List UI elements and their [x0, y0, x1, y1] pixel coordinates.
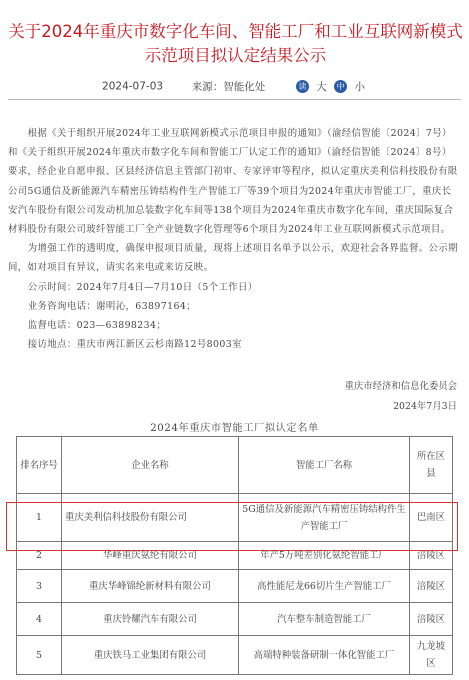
- row-company: 重庆铁马工业集团有限公司: [62, 636, 239, 675]
- table-row: [17, 570, 453, 603]
- row-company: 华峰重庆氨纶有限公司: [62, 542, 239, 570]
- consult-phone: 业务咨询电话：谢明沁，63897164；: [27, 300, 196, 312]
- row-number: 5: [17, 636, 62, 675]
- font-size-small-button[interactable]: 小: [354, 81, 365, 93]
- header-district: 所在区县: [410, 437, 453, 494]
- header-factory: 智能工厂名称: [239, 437, 410, 494]
- row-district: 巴南区: [410, 494, 453, 542]
- table-row: [17, 494, 453, 542]
- row-number: 2: [17, 542, 62, 570]
- source-label: 来源：: [191, 81, 224, 93]
- signature-org: 重庆市经济和信息化委员会: [344, 381, 457, 392]
- row-factory: 年产5万吨差别化氨纶智能工厂: [239, 542, 410, 570]
- table-row: [17, 636, 453, 675]
- header-rank: 排名序号: [17, 437, 62, 494]
- row-factory: 5G通信及新能源汽车精密压铸结构件生产智能工厂: [239, 494, 410, 542]
- row-number: 1: [17, 494, 62, 542]
- factory-list-table: [16, 436, 453, 675]
- body-paragraph-2: 为增强工作的透明度，确保申报项目质量，现将上述项目名单予以公示，欢迎社会各界监督。公示期间，如对项目有异议，请实名来电或来访反映。: [8, 243, 458, 274]
- row-factory: 高性能尼龙66切片生产智能工厂: [239, 570, 410, 603]
- table-row: [17, 603, 453, 636]
- row-factory: 高端特种装备研制一体化智能工厂: [239, 636, 410, 675]
- listen-icon[interactable]: 读: [296, 80, 309, 93]
- font-size-large-button[interactable]: 大: [316, 81, 327, 93]
- table-header-row: [17, 437, 453, 494]
- row-factory: 汽车整车制造智能工厂: [239, 603, 410, 636]
- table-row: [17, 542, 453, 570]
- source-value: 智能化处: [223, 81, 266, 93]
- notice-period: 公示时间：2024年7月4日—7月10日（5个工作日）: [27, 281, 258, 293]
- supervision-phone: 监督电话：023—63898234；: [27, 320, 167, 332]
- row-company: 重庆美利信科技股份有限公司: [62, 494, 239, 542]
- publish-date: 2024-07-03: [102, 80, 164, 93]
- row-company: 重庆铃耀汽车有限公司: [62, 603, 239, 636]
- header-company: 企业名称: [62, 437, 239, 494]
- body-paragraph-1: 根据《关于组织开展2024年工业互联网新模式示范项目申报的通知》（渝经信智能〔2024〕7号）和《关于组织开展2024年重庆市数字化车间和智能工厂认定工作的通知》（渝经信智能〔2024〕8号）要求，经企业自愿申报、区县经济信息主管部门初审、专家评审等程序，拟认定重庆美利信科技股份有限公司5G通信及新能源汽车精密压铸结构件生产智能工厂等39个项目为2024年重庆市智能工厂，重庆长安汽车股份有限公司发动机加总装数字化车间等138个项目为2024年重庆市数字化车间，重庆国际复合材料股份有限公司玻纤智能工厂全产业链数字化管理等6个项目为2024年工业互联网新模式示范项目。: [8, 128, 458, 236]
- row-district: 涪陵区: [410, 570, 453, 603]
- visit-address: 接访地点：重庆市两江新区云杉南路12号8003室: [27, 339, 242, 351]
- row-district: 九龙坡区: [410, 636, 453, 675]
- row-company: 重庆华峰锦纶新材料有限公司: [62, 570, 239, 603]
- table-caption: 2024年重庆市智能工厂拟认定名单: [150, 423, 319, 434]
- title-divider: [8, 99, 461, 100]
- row-number: 4: [17, 603, 62, 636]
- signature-date: 2024年7月3日: [393, 401, 457, 412]
- article-title: 关于2024年重庆市数字化车间、智能工厂和工业互联网新模式示范项目拟认定结果公示: [8, 22, 463, 65]
- article-meta: [0, 79, 469, 94]
- font-size-medium-button[interactable]: 中: [334, 80, 347, 93]
- article-body: [8, 124, 458, 354]
- row-district: 涪陵区: [410, 542, 453, 570]
- row-district: 涪陵区: [410, 603, 453, 636]
- row-number: 3: [17, 570, 62, 603]
